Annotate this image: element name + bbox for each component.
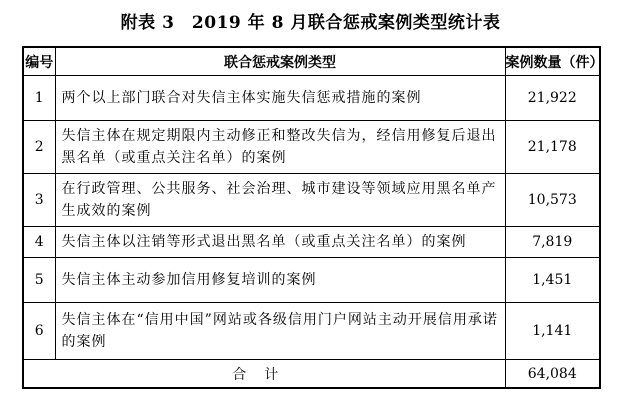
table-row [23,76,600,121]
statistics-table [22,46,604,389]
row-desc: 失信主体在规定期限内主动修正和整改失信为，经信用修复后退出黑名单（或重点关注名单）的案例 [55,121,505,174]
row-no: 1 [23,76,55,121]
total-row [23,360,600,389]
header-type: 联合惩戒案例类型 [55,47,505,76]
row-no: 5 [23,258,55,303]
row-count: 21,178 [505,121,600,174]
table-row [23,303,600,360]
row-no: 3 [23,174,55,227]
header-row [23,47,600,76]
table-row [23,121,600,174]
row-count: 10,573 [505,174,600,227]
row-desc: 失信主体主动参加信用修复培训的案例 [55,258,505,303]
table-row [23,227,600,258]
row-count: 7,819 [505,227,600,258]
row-desc: 失信主体以注销等形式退出黑名单（或重点关注名单）的案例 [55,227,505,258]
row-count: 1,141 [505,303,600,360]
header-count: 案例数量（件） [505,47,600,76]
row-desc: 在行政管理、公共服务、社会治理、城市建设等领域应用黑名单产生成效的案例 [55,174,505,227]
row-count: 1,451 [505,258,600,303]
row-count: 21,922 [505,76,600,121]
table-row [23,258,600,303]
row-no: 4 [23,227,55,258]
table-title: 附表 3 2019 年 8 月联合惩戒案例类型统计表 [120,13,501,33]
row-desc: 失信主体在“信用中国”网站或各级信用门户网站主动开展信用承诺的案例 [55,303,505,360]
row-desc: 两个以上部门联合对失信主体实施失信惩戒措施的案例 [55,76,505,121]
total-count: 64,084 [505,360,600,389]
header-no: 编号 [23,47,55,76]
table-row [23,174,600,227]
row-no: 2 [23,121,55,174]
row-no: 6 [23,303,55,360]
total-label: 合计 [23,360,505,389]
